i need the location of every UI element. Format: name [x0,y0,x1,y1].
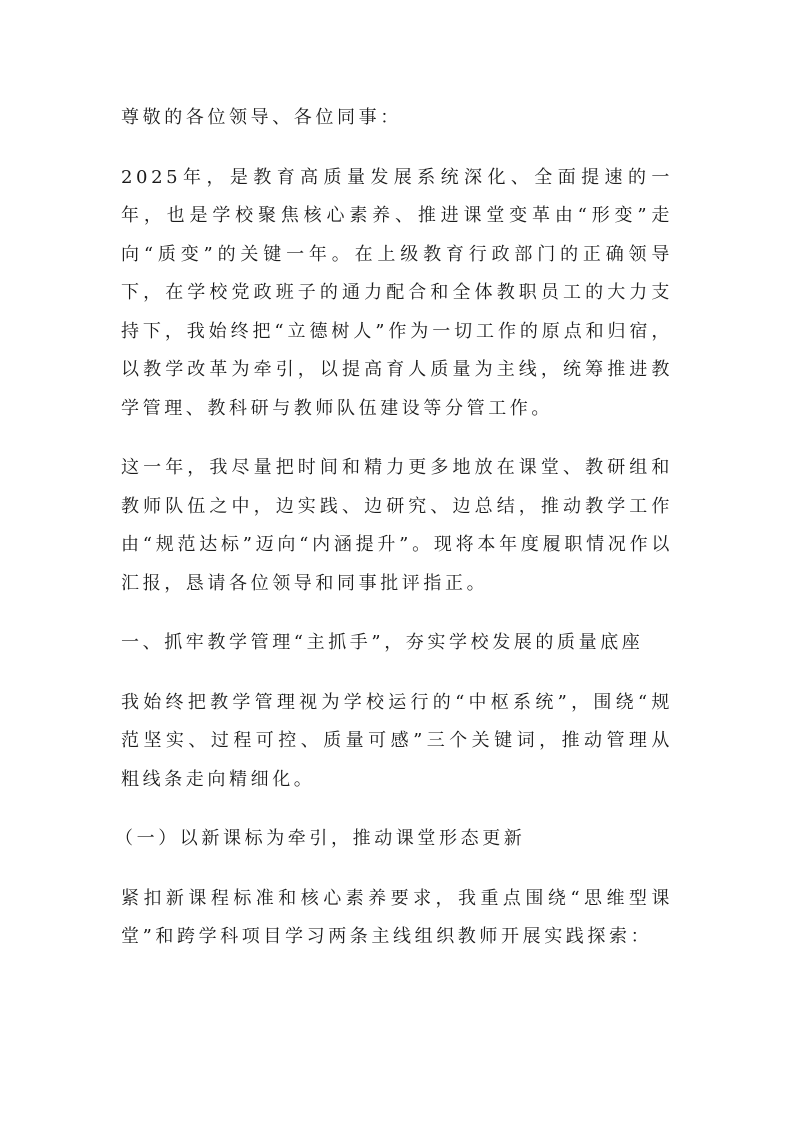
subsection-paragraph: 紧扣新课程标准和核心素养要求，我重点围绕“思维型课堂”和跨学科项目学习两条主线组织教师开展实践探索： [121,887,673,947]
section-heading: 一、抓牢教学管理“主抓手”，夯实学校发展的质量底座 [121,632,644,653]
intro-paragraph: 这一年，我尽量把时间和精力更多地放在课堂、教研组和教师队伍之中，边实践、边研究、边总结，推动教学工作由“规范达标”迈向“内涵提升”。现将本年度履职情况作以汇报，恳请各位领导和同事批评指正。 [121,457,673,594]
intro-paragraph: 2025年，是教育高质量发展系统深化、全面提速的一年，也是学校聚焦核心素养、推进课堂变革由“形变”走向“质变”的关键一年。在上级教育行政部门的正确领导下，在学校党政班子的通力配合和全体教职员工的大力支持下，我始终把“立德树人”作为一切工作的原点和归宿，以教学改革为牵引，以提高育人质量为主线，统筹推进教学管理、教科研与教师队伍建设等分管工作。 [121,166,673,419]
document-page [115,99,673,978]
subsection-heading: （一）以新课标为牵引，推动课堂形态更新 [115,828,526,849]
salutation: 尊敬的各位领导、各位同事： [121,107,402,128]
section-paragraph: 我始终把教学管理视为学校运行的“中枢系统”，围绕“规范坚实、过程可控、质量可感”三个关键词，推动管理从粗线条走向精细化。 [121,691,673,790]
